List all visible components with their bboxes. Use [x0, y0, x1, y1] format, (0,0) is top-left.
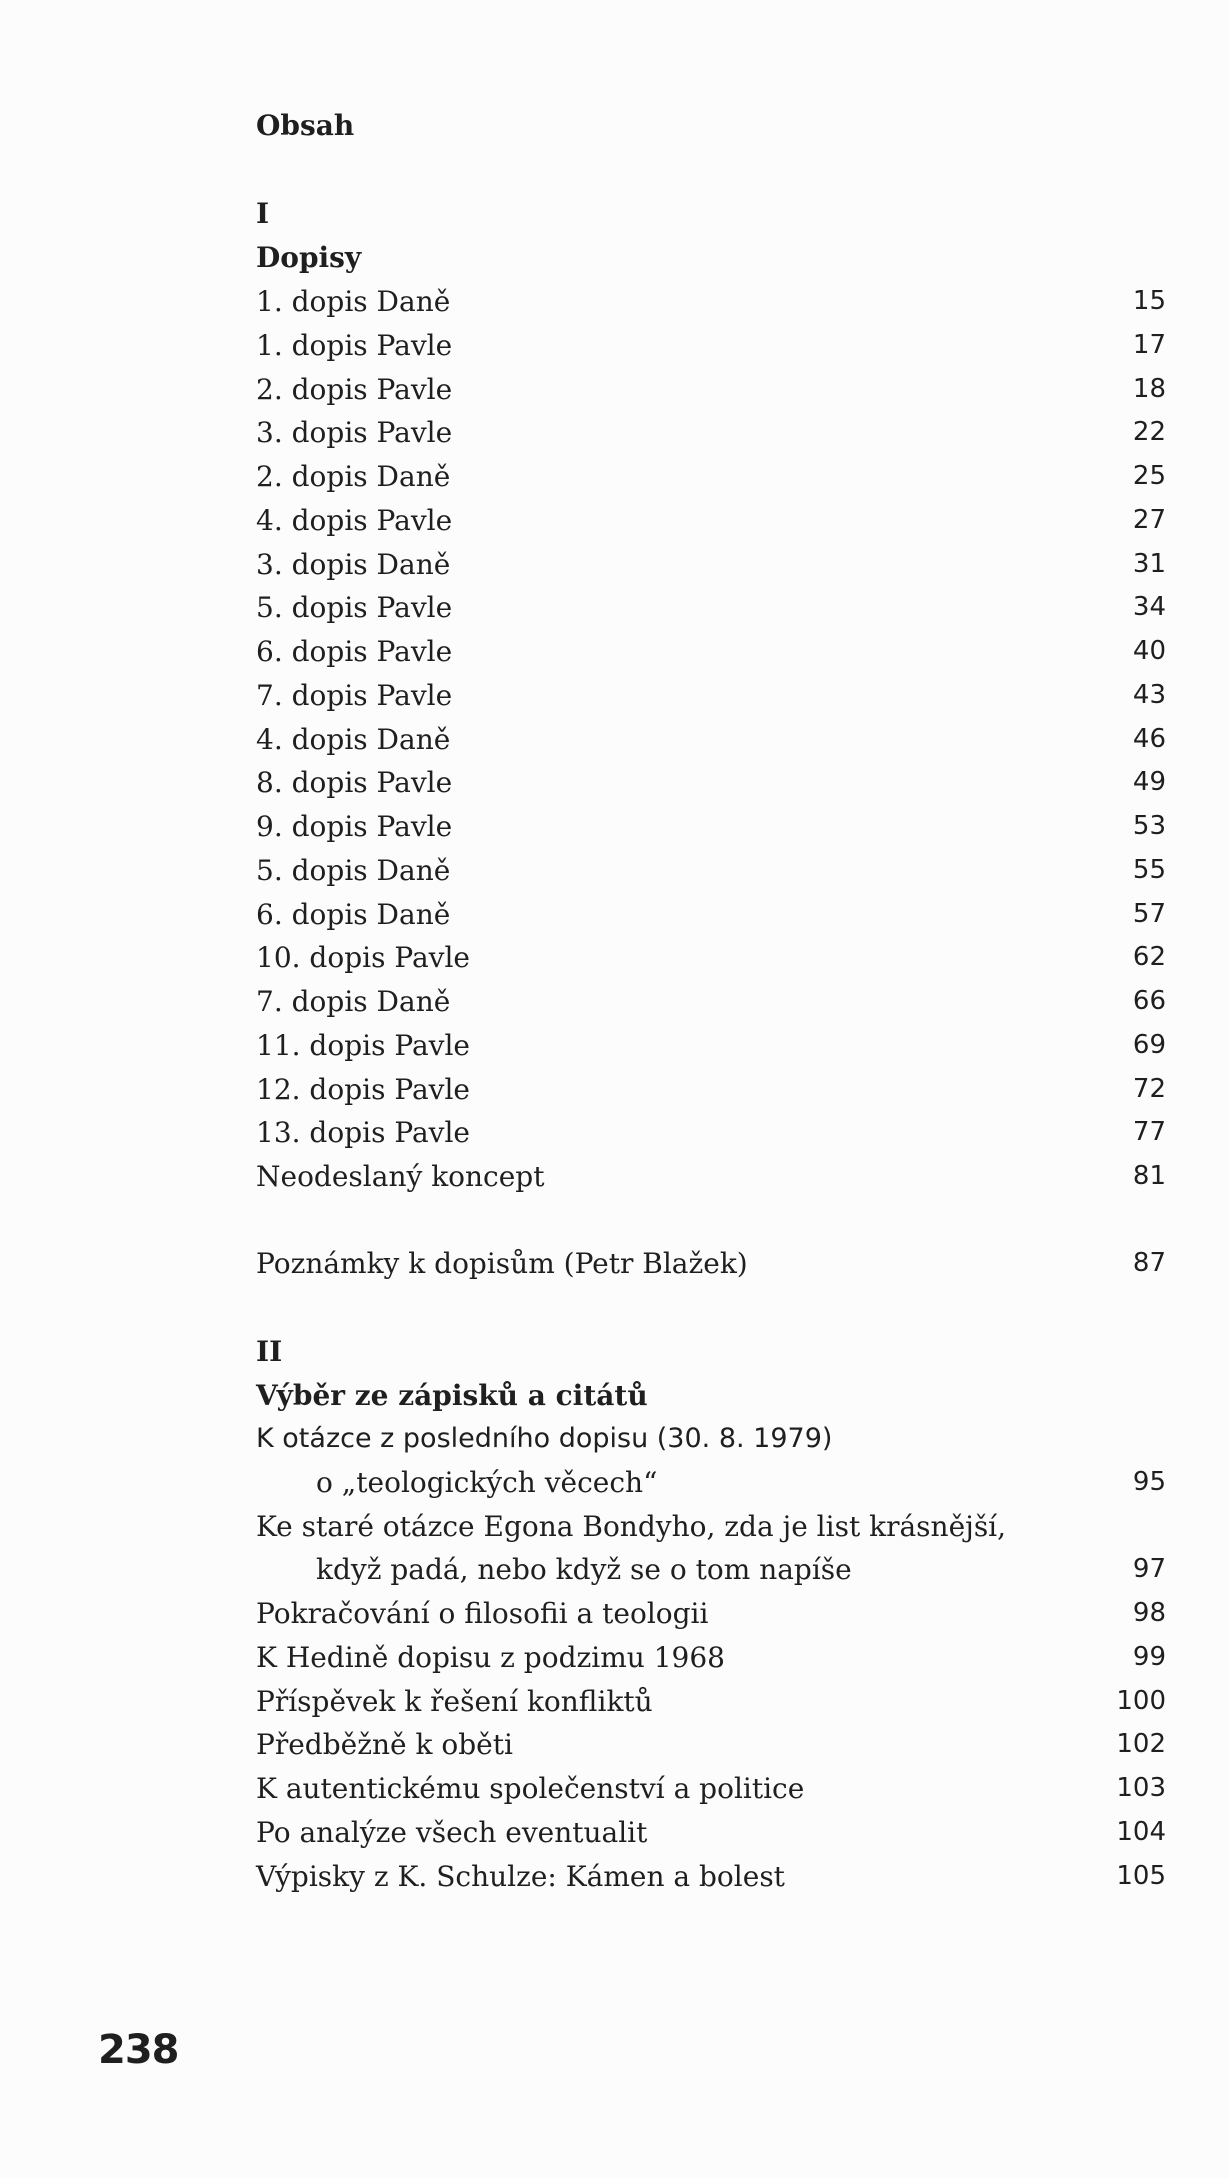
toc-entry [256, 805, 1166, 849]
toc-entry [256, 324, 1166, 368]
toc-entry-page: 99 [1132, 1641, 1166, 1672]
toc-entry [256, 1505, 1166, 1549]
toc-entry-title: když padá, nebo když se o tom napíše [316, 1553, 852, 1587]
part-1-entries [256, 280, 1166, 1199]
toc-entry-title: 1. dopis Pavle [256, 328, 453, 362]
toc-entry-page: 55 [1132, 854, 1166, 885]
part-2-numeral: II [256, 1335, 283, 1368]
toc-entry-page: 72 [1132, 1073, 1166, 1104]
toc-entry-page: 17 [1132, 329, 1166, 360]
part-2-entries [256, 1417, 1166, 1898]
page-title: Obsah [256, 109, 355, 142]
notes-entry-list [256, 1242, 1166, 1286]
toc-entry [256, 1592, 1166, 1636]
part-1-title: Dopisy [256, 241, 362, 274]
toc-entry-title: 1. dopis Daně [256, 285, 451, 318]
toc-entry [256, 1417, 1166, 1461]
toc-entry-page: 27 [1132, 504, 1166, 535]
toc-entry-title: 2. dopis Pavle [256, 372, 453, 406]
toc-entry [256, 543, 1166, 587]
toc-entry-page: 15 [1132, 286, 1166, 316]
toc-entry [256, 849, 1166, 893]
toc-entry-title: 3. dopis Daně [256, 547, 451, 581]
toc-entry [256, 1855, 1166, 1899]
toc-entry [256, 411, 1166, 455]
toc-entry-page: 103 [1116, 1773, 1166, 1803]
toc-entry [256, 368, 1166, 412]
toc-entry-title: 5. dopis Pavle [256, 591, 453, 625]
toc-entry [256, 1811, 1166, 1855]
toc-entry-title: Příspěvek k řešení konfliktů [256, 1684, 653, 1718]
toc-entry-title: 12. dopis Pavle [256, 1072, 470, 1106]
toc-entry-page: 49 [1132, 767, 1166, 798]
toc-entry-title: Neodeslaný koncept [256, 1160, 545, 1193]
toc-entry [256, 630, 1166, 674]
toc-entry-title: Výpisky z K. Schulze: Kámen a bolest [256, 1859, 785, 1893]
toc-entry-title: 2. dopis Daně [256, 460, 451, 493]
toc-entry-page: 25 [1132, 461, 1166, 491]
toc-entry-title: 4. dopis Daně [256, 722, 451, 756]
toc-entry-page: 97 [1132, 1554, 1166, 1585]
toc-entry [256, 1155, 1166, 1199]
toc-entry-title: 10. dopis Pavle [256, 941, 470, 975]
toc-entry-page: 40 [1132, 636, 1166, 666]
toc-entry [256, 980, 1166, 1024]
toc-entry [256, 674, 1166, 718]
toc-entry-title: K otázce z posledního dopisu (30. 8. 1979) [256, 1423, 833, 1454]
toc-entry-title: 11. dopis Pavle [256, 1028, 470, 1062]
toc-entry [256, 761, 1166, 805]
toc-entry-title: Pokračování o filosofii a teologii [256, 1597, 709, 1630]
toc-entry-title: 3. dopis Pavle [256, 416, 453, 450]
toc-entry-page: 77 [1132, 1117, 1166, 1148]
toc-entry [256, 1024, 1166, 1068]
toc-entry-title: 9. dopis Pavle [256, 810, 453, 843]
toc-entry-page: 87 [1132, 1248, 1166, 1278]
toc-entry [256, 893, 1166, 937]
toc-entry [256, 718, 1166, 762]
toc-entry-page: 104 [1116, 1816, 1166, 1847]
toc-entry [256, 1068, 1166, 1112]
toc-entry-title: 6. dopis Pavle [256, 635, 453, 668]
toc-entry-title: 13. dopis Pavle [256, 1116, 470, 1150]
toc-entry-title: o „teologických věcech“ [316, 1465, 658, 1499]
toc-entry [256, 1461, 1166, 1505]
toc-entry-title: Poznámky k dopisům (Petr Blažek) [256, 1247, 748, 1280]
part-1-numeral: I [256, 197, 270, 230]
toc-entry [256, 586, 1166, 630]
toc-entry-title: Ke staré otázce Egona Bondyho, zda je list krásnější, [256, 1509, 1007, 1543]
toc-entry-notes [256, 1242, 1166, 1286]
toc-entry [256, 499, 1166, 543]
toc-entry-page: 98 [1132, 1598, 1166, 1628]
toc-entry-title: K Hedině dopisu z podzimu 1968 [256, 1640, 725, 1674]
toc-entry-title: 4. dopis Pavle [256, 503, 453, 537]
toc-entry-page: 53 [1132, 811, 1166, 841]
toc-entry-page: 62 [1132, 942, 1166, 973]
toc-entry-page: 69 [1132, 1029, 1166, 1060]
toc-entry-page: 102 [1116, 1729, 1166, 1760]
page-number: 238 [98, 2027, 179, 2073]
toc-entry [256, 455, 1166, 499]
toc-entry-title: 8. dopis Pavle [256, 766, 453, 800]
toc-entry-page: 43 [1132, 679, 1166, 710]
toc-entry-title: 6. dopis Daně [256, 897, 451, 931]
toc-entry-page: 31 [1132, 548, 1166, 579]
toc-entry-page: 105 [1116, 1860, 1166, 1891]
toc-entry-page: 22 [1132, 417, 1166, 448]
toc-entry-title: 7. dopis Daně [256, 985, 451, 1018]
part-2-title: Výběr ze zápisků a citátů [256, 1379, 648, 1412]
toc-entry [256, 1111, 1166, 1155]
toc-entry-title: Předběžně k oběti [256, 1728, 513, 1762]
toc-entry-page: 18 [1132, 373, 1166, 404]
toc-entry [256, 1680, 1166, 1724]
toc-entry-title: 7. dopis Pavle [256, 678, 453, 712]
toc-entry [256, 280, 1166, 324]
toc-entry-page: 46 [1132, 723, 1166, 754]
toc-entry [256, 936, 1166, 980]
toc-entry-page: 81 [1132, 1161, 1166, 1191]
toc-entry-page: 34 [1132, 592, 1166, 623]
toc-entry-page: 95 [1132, 1466, 1166, 1497]
toc-entry-page: 66 [1132, 986, 1166, 1016]
toc-entry [256, 1636, 1166, 1680]
toc-entry-page: 100 [1116, 1685, 1166, 1716]
toc-entry-title: Po analýze všech eventualit [256, 1815, 648, 1849]
toc-entry [256, 1723, 1166, 1767]
toc-entry [256, 1548, 1166, 1592]
toc-entry-page: 57 [1132, 898, 1166, 929]
toc-entry [256, 1767, 1166, 1811]
toc-entry-title: K autentickému společenství a politice [256, 1772, 805, 1805]
toc-entry-title: 5. dopis Daně [256, 853, 451, 887]
